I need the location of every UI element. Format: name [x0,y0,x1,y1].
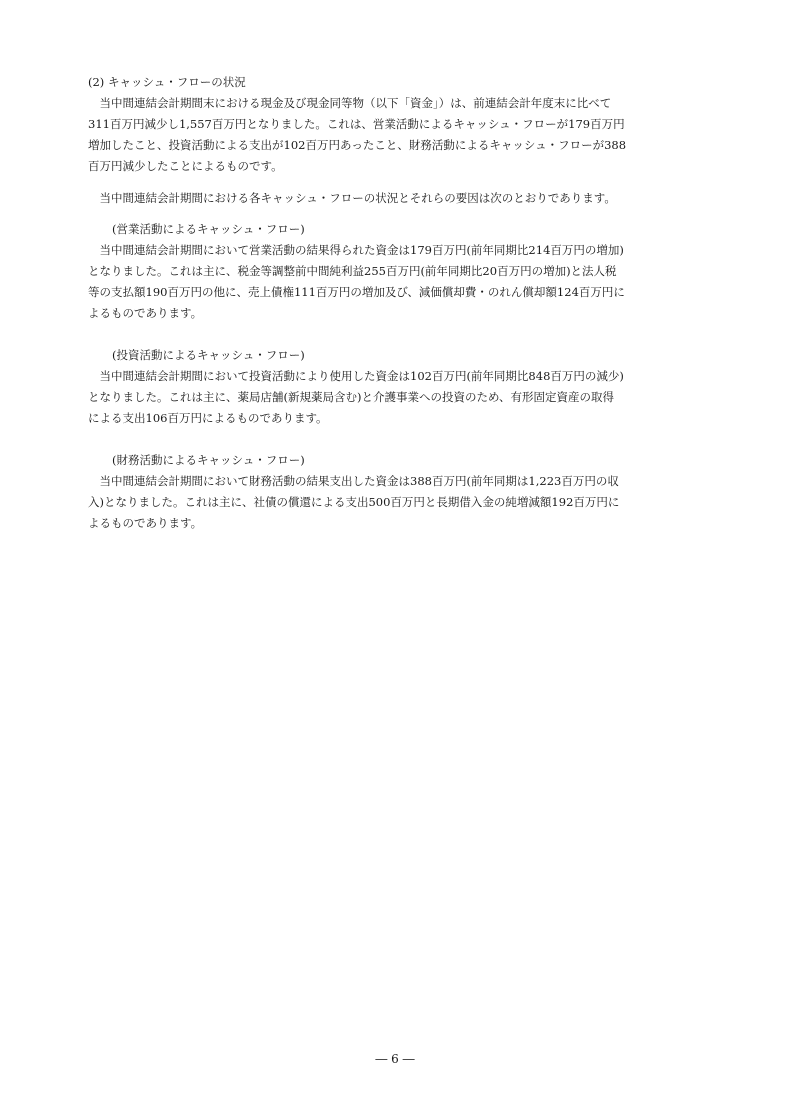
section-heading: (2) キャッシュ・フローの状況 [88,75,246,89]
financing-line: 入)となりました。これは主に、社債の償還による支出500百万円と長期借入金の純増減額192百万円に [88,495,620,509]
operating-line: 当中間連結会計期間において営業活動の結果得られた資金は179百万円(前年同期比214百万円の増加) [99,243,624,257]
intro-line: 百万円減少したことによるものです。 [88,159,283,173]
operating-paragraph [88,240,720,324]
financing-heading: (財務活動によるキャッシュ・フロー) [112,453,305,467]
investing-line: 当中間連結会計期間において投資活動により使用した資金は102百万円(前年同期比848百万円の減少) [99,369,624,383]
investing-line: となりました。これは主に、薬局店舗(新規薬局含む)と介護事業への投資のため、有形固定資産の取得 [88,390,615,404]
financing-line: 当中間連結会計期間において財務活動の結果支出した資金は388百万円(前年同期は1,223百万円の収 [99,474,619,488]
financing-line: よるものであります。 [88,516,203,530]
investing-paragraph [88,366,720,429]
summary-line: 当中間連結会計期間における各キャッシュ・フローの状況とそれらの要因は次のとおりであります。 [99,191,616,205]
investing-line: による支出106百万円によるものであります。 [88,411,328,425]
intro-line: 当中間連結会計期間末における現金及び現金同等物（以下「資金」）は、前連結会計年度末に比べて [99,96,612,110]
spacer [88,324,720,345]
page-number: ― 6 ― [375,1052,415,1066]
spacer [88,429,720,450]
operating-line: よるものであります。 [88,306,203,320]
cash-flow-section [88,72,720,534]
intro-line: 311百万円減少し1,557百万円となりました。これは、営業活動によるキャッシュ・フローが179百万円 [88,117,625,131]
intro-paragraph [88,93,720,177]
investing-heading: (投資活動によるキャッシュ・フロー) [112,348,305,362]
operating-heading: (営業活動によるキャッシュ・フロー) [112,222,305,236]
operating-line: 等の支払額190百万円の他に、売上債権111百万円の増加及び、減価償却費・のれん償却額124百万円に [88,285,625,299]
financing-paragraph [88,471,720,534]
operating-line: となりました。これは主に、税金等調整前中間純利益255百万円(前年同期比20百万円の増加)と法人税 [88,264,617,278]
spacer [88,209,720,219]
spacer [88,177,720,188]
intro-line: 増加したこと、投資活動による支出が102百万円あったこと、財務活動によるキャッシュ・フローが388 [88,138,627,152]
summary-paragraph [88,188,720,209]
